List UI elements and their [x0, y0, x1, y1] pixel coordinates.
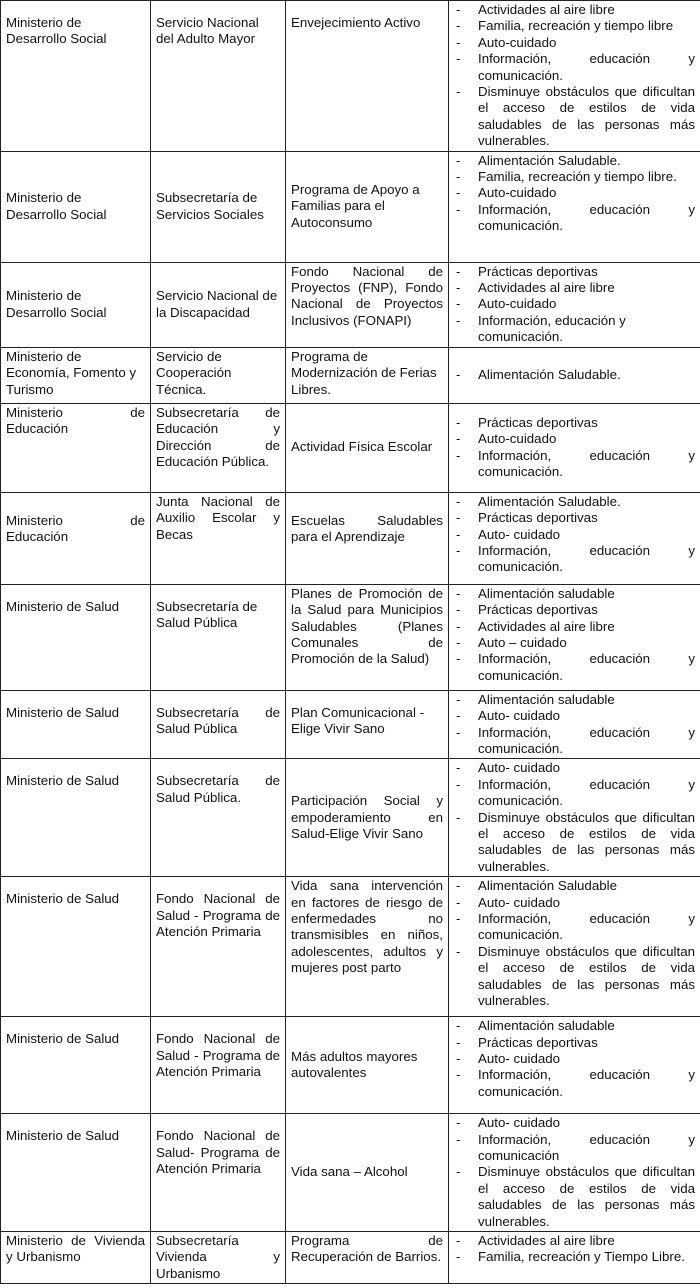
focus-cell: [449, 584, 700, 690]
list-item: - Familia, recreación y tiempo libre.: [454, 169, 695, 185]
service-cell: Fondo Nacional de Salud - Programa de Atención Primaria: [151, 1017, 286, 1114]
program-cell: Vida sana intervención en factores de riesgo de enfermedades no transmisibles en niños, adolescentes, adultos y mujeres post parto: [286, 877, 449, 1017]
ministry-cell: Ministerio de Salud: [1, 759, 151, 877]
focus-list: [454, 760, 695, 875]
focus-list: [454, 1115, 695, 1230]
focus-list: [454, 415, 695, 481]
list-item: - Auto- cuidado: [454, 527, 695, 543]
list-item: - Prácticas deportivas: [454, 415, 695, 431]
service-cell: Junta Nacional de Auxilio Escolar y Becas: [151, 492, 286, 584]
service-cell: Subsecretaría de Salud Pública: [151, 690, 286, 759]
list-item: - Alimentación Saludable.: [454, 153, 695, 169]
table-row: [1, 1114, 700, 1232]
list-item: - Disminuye obstáculos que dificultan el acceso de estilos de vida saludables de las personas más vulnerables.: [454, 84, 695, 150]
list-item: - Información, educación y comunicación.: [454, 777, 695, 810]
service-cell: Subsecretaría de Salud Pública: [151, 584, 286, 690]
program-cell: Fondo Nacional de Proyectos (FNP), Fondo Nacional de Proyectos Inclusivos (FONAPI): [286, 262, 449, 347]
list-item: - Actividades al aire libre: [454, 2, 695, 18]
ministry-cell: Ministerio de Desarrollo Social: [1, 262, 151, 347]
service-cell: Servicio de Cooperación Técnica.: [151, 347, 286, 403]
focus-cell: [449, 1017, 700, 1114]
focus-list: [454, 153, 695, 235]
focus-list: [454, 264, 695, 346]
ministry-cell: Ministerio de Salud: [1, 584, 151, 690]
focus-list: [454, 1018, 695, 1100]
ministry-cell: Ministerio de Salud: [1, 1017, 151, 1114]
list-item: - Alimentación saludable: [454, 586, 695, 602]
focus-cell: [449, 262, 700, 347]
list-item: - Alimentación saludable: [454, 1018, 695, 1034]
list-item: - Auto- cuidado: [454, 760, 695, 776]
program-cell: Programa de Recuperación de Barrios.: [286, 1232, 449, 1284]
focus-cell: [449, 1, 700, 152]
table-row: [1, 262, 700, 347]
table-row: [1, 1, 700, 152]
table-row: [1, 403, 700, 492]
service-cell: Fondo Nacional de Salud - Programa de Atención Primaria: [151, 877, 286, 1017]
focus-cell: [449, 690, 700, 759]
program-cell: Envejecimiento Activo: [286, 1, 449, 152]
list-item: - Disminuye obstáculos que dificultan el acceso de estilos de vida saludables de las personas más vulnerables.: [454, 944, 695, 1010]
program-cell: Programa de Apoyo a Familias para el Autoconsumo: [286, 151, 449, 262]
list-item: - Auto-cuidado: [454, 35, 695, 51]
table-row: [1, 1232, 700, 1284]
list-item: - Alimentación Saludable.: [454, 367, 695, 383]
table-row: [1, 492, 700, 584]
list-item: - Auto – cuidado: [454, 635, 695, 651]
table-row: [1, 1017, 700, 1114]
ministry-cell: Ministerio de Desarrollo Social: [1, 1, 151, 152]
focus-cell: [449, 403, 700, 492]
list-item: - Disminuye obstáculos que dificultan el acceso de estilos de vida saludables de las personas más vulnerables.: [454, 810, 695, 876]
list-item: - Información, educación y comunicación.: [454, 543, 695, 576]
list-item: - Disminuye obstáculos que dificultan el acceso de estilos de vida saludables de las personas más vulnerables.: [454, 1164, 695, 1230]
list-item: - Familia, recreación y tiempo libre: [454, 18, 695, 34]
ministry-cell: Ministerio de Salud: [1, 877, 151, 1017]
service-cell: Subsecretaría de Educación y Dirección de Educación Pública.: [151, 403, 286, 492]
service-cell: Fondo Nacional de Salud- Programa de Atención Primaria: [151, 1114, 286, 1232]
program-cell: Participación Social y empoderamiento en Salud-Elige Vivir Sano: [286, 759, 449, 877]
list-item: - Auto- cuidado: [454, 895, 695, 911]
service-cell: Servicio Nacional del Adulto Mayor: [151, 1, 286, 152]
ministry-cell: Ministerio de Salud: [1, 1114, 151, 1232]
ministry-cell: Ministerio de Educación: [1, 403, 151, 492]
list-item: - Familia, recreación y Tiempo Libre.: [454, 1249, 695, 1265]
list-item: - Información, educación y comunicación: [454, 1132, 695, 1165]
list-item: - Auto-cuidado: [454, 431, 695, 447]
focus-cell: [449, 347, 700, 403]
program-cell: Actividad Física Escolar: [286, 403, 449, 492]
list-item: - Prácticas deportivas: [454, 1035, 695, 1051]
program-cell: Planes de Promoción de la Salud para Municipios Saludables (Planes Comunales de Promoción de la Salud): [286, 584, 449, 690]
list-item: - Auto- cuidado: [454, 1115, 695, 1131]
program-cell: Programa de Modernización de Ferias Libres.: [286, 347, 449, 403]
table-row: [1, 347, 700, 403]
table-row: [1, 584, 700, 690]
table-row: [1, 151, 700, 262]
list-item: - Actividades al aire libre: [454, 280, 695, 296]
ministry-cell: Ministerio de Economía, Fomento y Turismo: [1, 347, 151, 403]
list-item: - Prácticas deportivas: [454, 602, 695, 618]
list-item: - Información, educación y comunicación.: [454, 1067, 695, 1100]
focus-list: [454, 2, 695, 150]
focus-cell: [449, 1114, 700, 1232]
focus-cell: [449, 877, 700, 1017]
program-cell: Vida sana – Alcohol: [286, 1114, 449, 1232]
list-item: - Información, educación y comunicación.: [454, 51, 695, 84]
table-row: [1, 690, 700, 759]
focus-cell: [449, 759, 700, 877]
table-row: [1, 759, 700, 877]
list-item: - Auto-cuidado: [454, 185, 695, 201]
table-row: [1, 877, 700, 1017]
ministry-cell: Ministerio de Vivienda y Urbanismo: [1, 1232, 151, 1284]
program-cell: Más adultos mayores autovalentes: [286, 1017, 449, 1114]
list-item: - Prácticas deportivas: [454, 264, 695, 280]
list-item: - Información, educación y comunicación.: [454, 911, 695, 944]
list-item: - Alimentación Saludable: [454, 878, 695, 894]
list-item: - Información, educación y comunicación.: [454, 202, 695, 235]
list-item: - Prácticas deportivas: [454, 510, 695, 526]
focus-cell: [449, 1232, 700, 1284]
program-cell: Plan Comunicacional - Elige Vivir Sano: [286, 690, 449, 759]
focus-list: [454, 367, 695, 383]
list-item: - Información, educación y comunicación.: [454, 651, 695, 684]
service-cell: Subsecretaría de Salud Pública.: [151, 759, 286, 877]
list-item: - Información, educación y comunicación.: [454, 725, 695, 758]
list-item: - Información, educación y comunicación.: [454, 448, 695, 481]
list-item: - Actividades al aire libre: [454, 619, 695, 635]
focus-list: [454, 692, 695, 758]
list-item: - Alimentación saludable: [454, 692, 695, 708]
program-cell: Escuelas Saludables para el Aprendizaje: [286, 492, 449, 584]
focus-list: [454, 1233, 695, 1266]
list-item: - Auto-cuidado: [454, 296, 695, 312]
ministry-cell: Ministerio de Educación: [1, 492, 151, 584]
focus-list: [454, 878, 695, 1009]
list-item: - Información, educación y comunicación.: [454, 313, 695, 346]
focus-list: [454, 586, 695, 684]
list-item: - Alimentación Saludable.: [454, 494, 695, 510]
focus-list: [454, 494, 695, 576]
focus-cell: [449, 492, 700, 584]
ministry-cell: Ministerio de Salud: [1, 690, 151, 759]
list-item: - Actividades al aire libre: [454, 1233, 695, 1249]
service-cell: Subsecretaría Vivienda y Urbanismo: [151, 1232, 286, 1284]
list-item: - Auto- cuidado: [454, 1051, 695, 1067]
service-cell: Servicio Nacional de la Discapacidad: [151, 262, 286, 347]
list-item: - Auto- cuidado: [454, 708, 695, 724]
focus-cell: [449, 151, 700, 262]
ministry-cell: Ministerio de Desarrollo Social: [1, 151, 151, 262]
service-cell: Subsecretaría de Servicios Sociales: [151, 151, 286, 262]
